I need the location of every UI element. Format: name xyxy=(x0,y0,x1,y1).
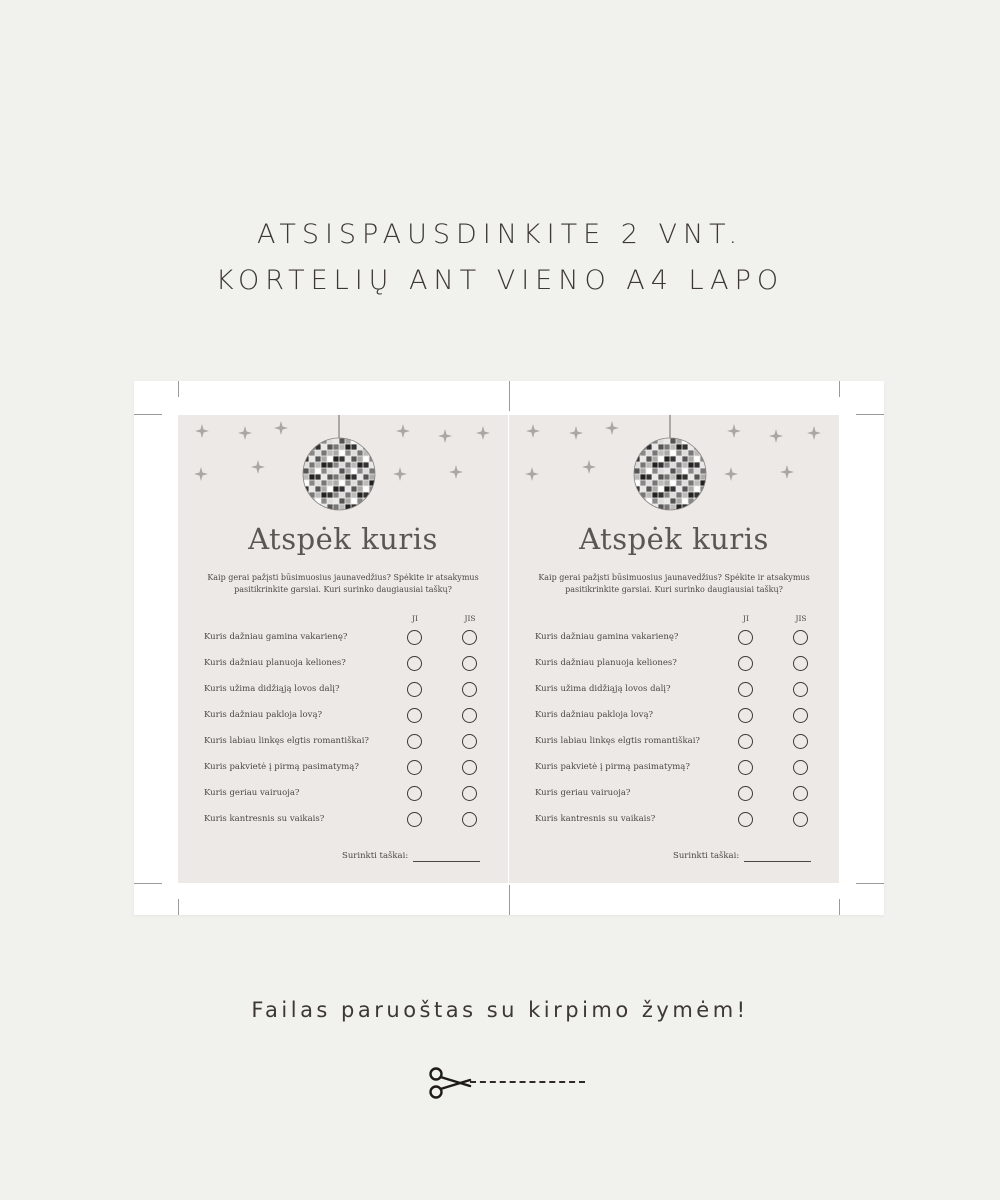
question-row xyxy=(178,656,508,672)
question-text: Kuris dažniau planuoja keliones? xyxy=(204,658,346,668)
disco-ball-icon xyxy=(303,438,374,509)
answer-circle-jis[interactable] xyxy=(793,708,808,723)
sparkle-star-icon xyxy=(526,424,540,438)
crop-mark xyxy=(178,381,179,397)
question-row xyxy=(178,760,508,776)
answer-circle-ji[interactable] xyxy=(738,760,753,775)
game-card-left xyxy=(178,415,508,883)
footer-note: Failas paruoštas su kirpimo žymėm! xyxy=(251,998,749,1022)
answer-circle-ji[interactable] xyxy=(407,760,422,775)
scissors-icon xyxy=(428,1066,472,1100)
answer-circle-jis[interactable] xyxy=(462,630,477,645)
sparkle-star-icon xyxy=(807,426,821,440)
question-text: Kuris labiau linkęs elgtis romantiškai? xyxy=(535,736,700,746)
sparkle-star-icon xyxy=(780,465,794,479)
sparkle-star-icon xyxy=(438,429,452,443)
answer-circle-jis[interactable] xyxy=(462,786,477,801)
answer-circle-jis[interactable] xyxy=(462,682,477,697)
answer-circle-jis[interactable] xyxy=(462,734,477,749)
answer-circle-jis[interactable] xyxy=(462,708,477,723)
cut-dashed-line xyxy=(470,1081,585,1083)
page-heading xyxy=(0,212,1000,304)
question-row xyxy=(509,656,839,672)
question-text: Kuris dažniau pakloja lovą? xyxy=(535,710,654,720)
sparkle-star-icon xyxy=(569,426,583,440)
game-card-right xyxy=(509,415,839,883)
answer-circle-ji[interactable] xyxy=(738,708,753,723)
sparkle-star-icon xyxy=(393,467,407,481)
answer-circle-ji[interactable] xyxy=(738,630,753,645)
question-text: Kuris pakvietė į pirmą pasimatymą? xyxy=(204,762,359,772)
question-row xyxy=(509,786,839,802)
heading-line-2: KORTELIŲ ANT VIENO A4 LAPO xyxy=(215,265,785,296)
answer-circle-ji[interactable] xyxy=(407,734,422,749)
crop-mark xyxy=(134,883,162,884)
question-row xyxy=(178,630,508,646)
sparkle-star-icon xyxy=(195,424,209,438)
question-row xyxy=(178,734,508,750)
question-row xyxy=(509,630,839,646)
crop-mark xyxy=(839,381,840,397)
crop-mark xyxy=(134,414,162,415)
card-decoration xyxy=(509,415,839,515)
sparkle-star-icon xyxy=(582,460,596,474)
sparkle-star-icon xyxy=(605,421,619,435)
question-row xyxy=(509,708,839,724)
question-text: Kuris geriau vairuoja? xyxy=(204,788,300,798)
column-header-jis: JIS xyxy=(795,614,807,623)
question-row xyxy=(509,734,839,750)
question-row xyxy=(178,812,508,828)
crop-mark xyxy=(178,899,179,915)
question-row xyxy=(178,708,508,724)
crop-mark xyxy=(856,883,884,884)
column-header-jis: JIS xyxy=(464,614,476,623)
answer-circle-ji[interactable] xyxy=(738,656,753,671)
disco-ball-icon xyxy=(634,438,705,509)
sparkle-star-icon xyxy=(194,467,208,481)
answer-circle-ji[interactable] xyxy=(738,786,753,801)
answer-circle-ji[interactable] xyxy=(738,682,753,697)
crop-mark xyxy=(839,899,840,915)
answer-circle-ji[interactable] xyxy=(407,708,422,723)
card-title: Atspėk kuris xyxy=(579,522,769,556)
score-blank-line xyxy=(744,861,811,862)
question-row xyxy=(509,812,839,828)
answer-circle-ji[interactable] xyxy=(407,656,422,671)
score-label: Surinkti taškai: xyxy=(673,851,740,861)
heading-line-1: ATSISPAUSDINKITE 2 VNT. xyxy=(256,219,744,250)
score-blank-line xyxy=(413,861,480,862)
sparkle-star-icon xyxy=(476,426,490,440)
question-text: Kuris dažniau planuoja keliones? xyxy=(535,658,677,668)
sparkle-star-icon xyxy=(449,465,463,479)
question-text: Kuris labiau linkęs elgtis romantiškai? xyxy=(204,736,369,746)
answer-circle-ji[interactable] xyxy=(407,682,422,697)
question-text: Kuris kantresnis su vaikais? xyxy=(204,814,325,824)
question-text: Kuris kantresnis su vaikais? xyxy=(535,814,656,824)
sparkle-star-icon xyxy=(727,424,741,438)
question-text: Kuris geriau vairuoja? xyxy=(535,788,631,798)
answer-circle-jis[interactable] xyxy=(793,786,808,801)
answer-circle-jis[interactable] xyxy=(793,760,808,775)
sparkle-star-icon xyxy=(525,467,539,481)
card-title: Atspėk kuris xyxy=(248,522,438,556)
sparkle-star-icon xyxy=(724,467,738,481)
card-intro-text: Kaip gerai pažįsti būsimuosius jaunavedžius? Spėkite ir atsakymus pasitikrinkite garsiai. Kuri surinko daugiausiai taškų? xyxy=(207,573,479,594)
column-header-ji: JI xyxy=(412,614,418,623)
column-header-ji: JI xyxy=(743,614,749,623)
answer-circle-jis[interactable] xyxy=(793,734,808,749)
answer-circle-jis[interactable] xyxy=(793,656,808,671)
question-text: Kuris užima didžiąją lovos dalį? xyxy=(204,684,340,694)
crop-mark xyxy=(509,885,510,915)
crop-mark xyxy=(856,414,884,415)
answer-circle-jis[interactable] xyxy=(793,812,808,827)
a4-sheet-preview xyxy=(134,381,884,915)
question-row xyxy=(509,682,839,698)
sparkle-star-icon xyxy=(251,460,265,474)
answer-circle-ji[interactable] xyxy=(407,812,422,827)
question-text: Kuris dažniau pakloja lovą? xyxy=(204,710,323,720)
card-decoration xyxy=(178,415,508,515)
card-intro-text: Kaip gerai pažįsti būsimuosius jaunavedžius? Spėkite ir atsakymus pasitikrinkite garsiai. Kuri surinko daugiausiai taškų? xyxy=(538,573,810,594)
answer-circle-jis[interactable] xyxy=(462,656,477,671)
question-text: Kuris pakvietė į pirmą pasimatymą? xyxy=(535,762,690,772)
sparkle-star-icon xyxy=(238,426,252,440)
answer-circle-ji[interactable] xyxy=(738,812,753,827)
answer-circle-ji[interactable] xyxy=(738,734,753,749)
question-text: Kuris dažniau gamina vakarienę? xyxy=(535,632,679,642)
score-label: Surinkti taškai: xyxy=(342,851,409,861)
sparkle-star-icon xyxy=(396,424,410,438)
sparkle-star-icon xyxy=(274,421,288,435)
question-row xyxy=(178,682,508,698)
answer-circle-ji[interactable] xyxy=(407,786,422,801)
question-row xyxy=(178,786,508,802)
answer-circle-jis[interactable] xyxy=(793,682,808,697)
question-row xyxy=(509,760,839,776)
question-text: Kuris dažniau gamina vakarienę? xyxy=(204,632,348,642)
answer-circle-jis[interactable] xyxy=(793,630,808,645)
question-text: Kuris užima didžiąją lovos dalį? xyxy=(535,684,671,694)
crop-mark xyxy=(509,381,510,411)
sparkle-star-icon xyxy=(769,429,783,443)
answer-circle-jis[interactable] xyxy=(462,812,477,827)
answer-circle-ji[interactable] xyxy=(407,630,422,645)
answer-circle-jis[interactable] xyxy=(462,760,477,775)
